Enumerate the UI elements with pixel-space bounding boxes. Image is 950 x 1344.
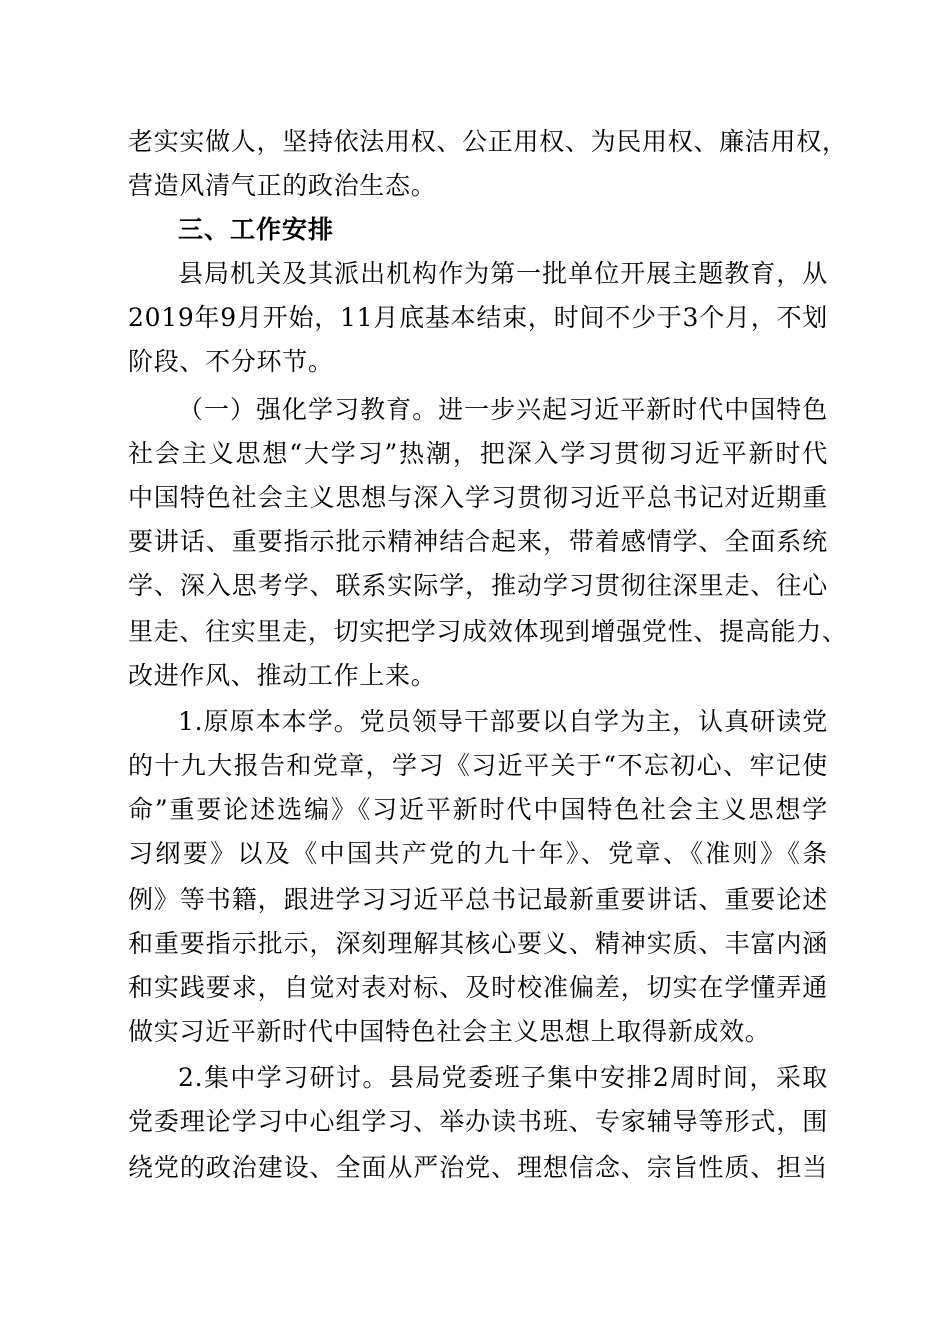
item-heading: 1.原原本本学。党员领导干部要以自学为主，认真研读党 xyxy=(178,707,828,736)
text-line: 里走、往实里走，切实把学习成效体现到增强党性、提高能力、 xyxy=(128,617,848,646)
text-line: 社会主义思想“大学习”热潮，把深入学习贯彻习近平新时代 xyxy=(128,439,828,468)
item-heading: 2.集中学习研讨。县局党委班子集中安排2周时间，采取 xyxy=(178,1063,828,1092)
text-line: 党委理论学习中心组学习、举办读书班、专家辅导等形式，围 xyxy=(128,1107,828,1136)
text-line: 营造风清气正的政治生态。 xyxy=(128,171,437,200)
text-line: 县局机关及其派出机构作为第一批单位开展主题教育，从 xyxy=(178,259,828,288)
text-line: 命”重要论述选编》《习近平新时代中国特色社会主义思想学 xyxy=(128,795,828,824)
text-line: 做实习近平新时代中国特色社会主义思想上取得新成效。 xyxy=(128,1017,771,1046)
text-line: 2019年9月开始，11月底基本结束，时间不少于3个月，不划 xyxy=(128,303,828,332)
text-line: 习纲要》以及《中国共产党的九十年》、党章、《准则》《条 xyxy=(128,839,828,868)
text-line: 老实实做人，坚持依法用权、公正用权、为民用权、廉洁用权， xyxy=(128,127,848,156)
text-line: 中国特色社会主义思想与深入学习贯彻习近平总书记对近期重 xyxy=(128,483,828,512)
text-line: 绕党的政治建设、全面从严治党、理想信念、宗旨性质、担当 xyxy=(128,1153,828,1182)
section-heading: 三、工作安排 xyxy=(178,215,335,244)
text-line: 改进作风、推动工作上来。 xyxy=(128,661,437,690)
text-line: 阶段、不分环节。 xyxy=(128,347,334,376)
text-line: 要讲话、重要指示批示精神结合起来，带着感情学、全面系统 xyxy=(128,527,828,556)
subsection-heading: （一）强化学习教育。进一步兴起习近平新时代中国特色 xyxy=(178,395,828,424)
text-line: 的十九大报告和党章，学习《习近平关于“不忘初心、牢记使 xyxy=(128,751,828,780)
text-line: 学、深入思考学、联系实际学，推动学习贯彻往深里走、往心 xyxy=(128,571,828,600)
text-line: 例》等书籍，跟进学习习近平总书记最新重要讲话、重要论述 xyxy=(128,885,828,914)
text-line: 和实践要求，自觉对表对标、及时校准偏差，切实在学懂弄通 xyxy=(128,973,828,1002)
text-line: 和重要指示批示，深刻理解其核心要义、精神实质、丰富内涵 xyxy=(128,929,828,958)
